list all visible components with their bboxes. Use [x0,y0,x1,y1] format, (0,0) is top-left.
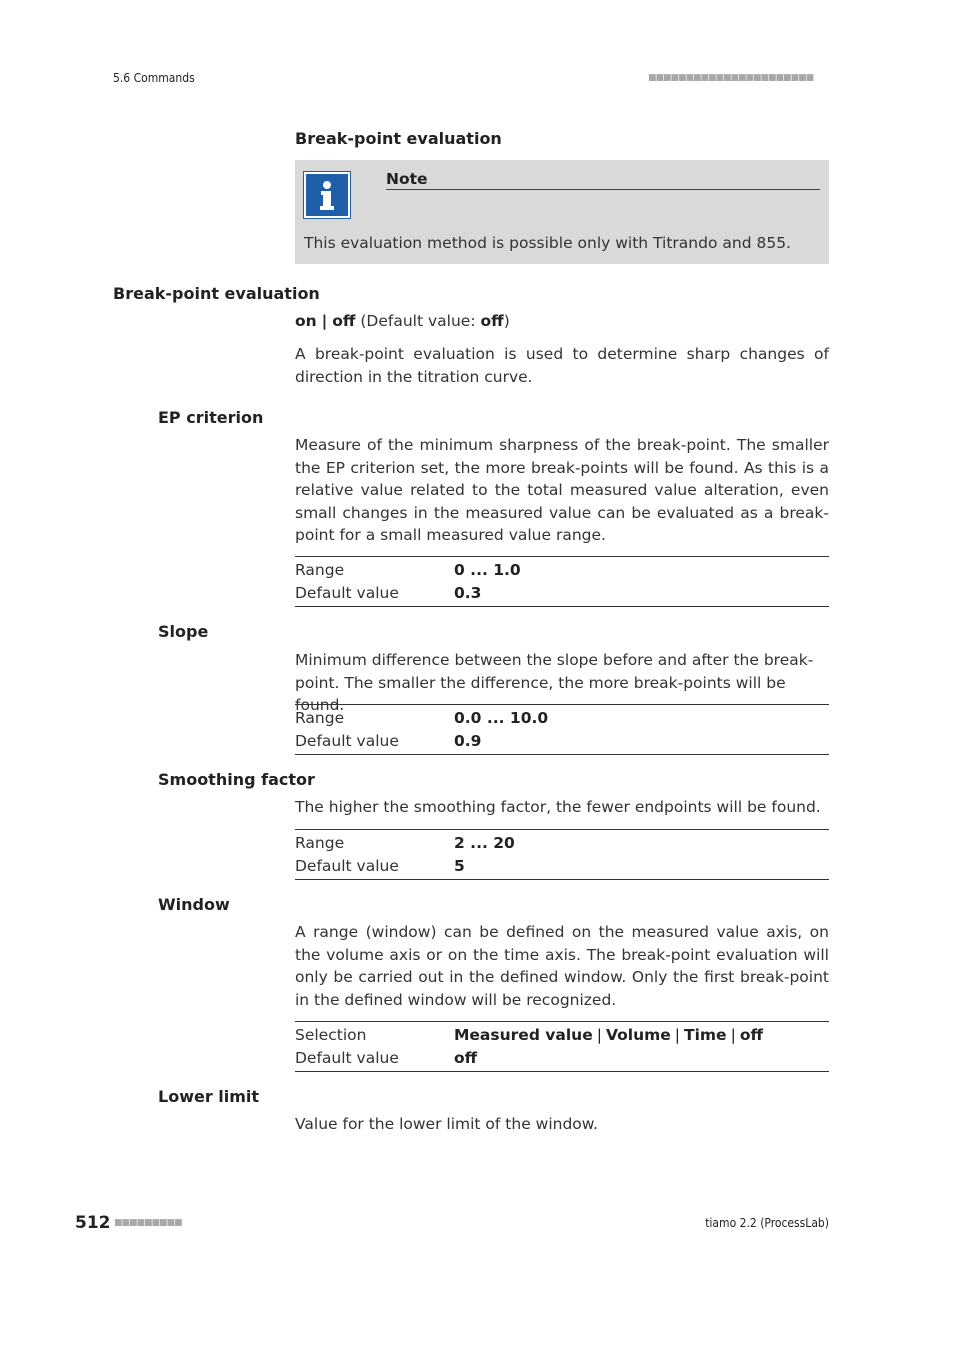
note-box [295,160,829,264]
info-icon [304,172,350,218]
product-name: tiamo 2.2 (ProcessLab) [705,1216,829,1230]
header-decoration: ■■■■■■■■■■■■■■■■■■■■■■ [648,73,814,83]
slope-table [295,704,829,755]
row-value: off [454,1048,478,1067]
lower-limit-description: Value for the lower limit of the window. [295,1115,598,1133]
section-heading: Break-point evaluation [295,129,502,148]
table-row [295,707,829,730]
window-table [295,1021,829,1072]
parameter-title: Break-point evaluation [113,284,320,303]
option-separator: | [674,1026,681,1044]
window-title: Window [158,895,230,914]
smoothing-factor-description: The higher the smoothing factor, the fewer endpoints will be found. [295,798,821,816]
value-on: on [295,312,317,330]
default-value: off [480,312,504,330]
row-label: Default value [295,856,399,875]
ep-criterion-table [295,556,829,607]
row-label: Range [295,834,345,852]
row-value [454,1024,763,1047]
table-row [295,855,829,878]
row-value: 0.3 [454,583,482,602]
slope-description: Minimum difference between the slope before and after the break-point. The smaller the difference, the more break-points will be found. [295,651,814,714]
option-time: Time [684,1026,727,1044]
lower-limit-title: Lower limit [158,1087,260,1106]
parameter-values [295,310,829,333]
window-description: A range (window) can be defined on the measured value axis, on the volume axis or on the time axis. The break-point evaluation will only be carried out in the defined window. Only the first break-point in the defined window will be recognized. [295,923,829,1009]
row-label: Default value [295,583,399,602]
table-row [295,832,829,855]
option-off: off [739,1026,764,1044]
row-label: Selection [295,1026,367,1044]
smoothing-factor-table [295,829,829,880]
option-separator: | [596,1026,602,1044]
row-value: 5 [454,856,465,875]
note-title: Note [386,170,820,190]
row-label: Range [295,561,345,579]
row-value: 2 ... 20 [454,834,515,852]
value-separator: | [321,312,328,330]
table-row [295,559,829,582]
row-label: Default value [295,731,399,750]
footer-decoration: ■■■■■■■■■ [114,1218,182,1228]
table-row [295,1024,829,1047]
option-separator: | [730,1026,736,1044]
running-header-section: 5.6 Commands [113,71,195,85]
default-prefix: (Default value: [355,312,481,330]
table-row [295,1047,829,1070]
ep-criterion-title: EP criterion [158,408,264,427]
default-suffix: ) [503,312,510,330]
note-text: This evaluation method is possible only with Titrando and 855. [304,234,791,252]
row-label: Default value [295,1048,399,1067]
option-volume: Volume [605,1026,671,1044]
smoothing-factor-title: Smoothing factor [158,770,315,789]
ep-criterion-description: Measure of the minimum sharpness of the break-point. The smaller the EP criterion set, the more break-points will be found. As this is a relative value related to the total measured value alteration, even small changes in the measured value can be evaluated as a break-point for a small measured value range. [295,436,829,544]
row-label: Range [295,709,345,727]
row-value: 0 ... 1.0 [454,561,521,579]
row-value: 0.9 [454,731,482,750]
page-number: 512 [75,1213,111,1233]
value-off: off [332,312,356,330]
table-row [295,582,829,605]
option-measured-value: Measured value [454,1026,593,1044]
table-row [295,730,829,753]
parameter-description: A break-point evaluation is used to determine sharp changes of direction in the titration curve. [295,345,829,386]
slope-title: Slope [158,622,209,641]
row-value: 0.0 ... 10.0 [454,709,549,727]
